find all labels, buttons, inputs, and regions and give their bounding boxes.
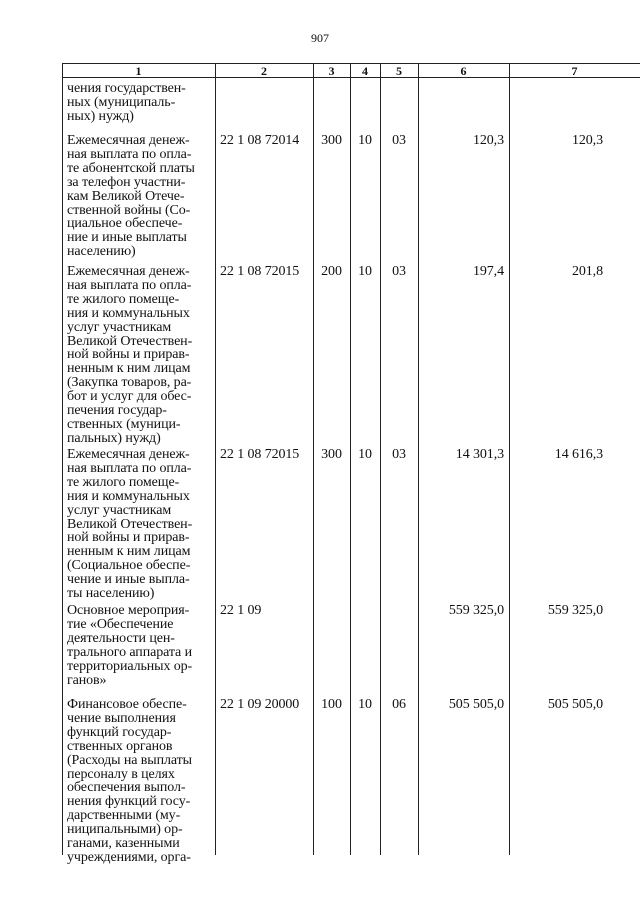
row-subsection: 03	[392, 447, 406, 462]
row-amount-col7: 201,8	[571, 264, 603, 279]
row-amount-col6: 14 301,3	[455, 447, 504, 462]
row-section: 10	[358, 264, 372, 279]
row-code: 22 1 09	[220, 603, 262, 618]
table-top-border	[62, 63, 640, 64]
column-header: 5	[396, 64, 402, 78]
column-header: 3	[328, 64, 335, 78]
row-description: Основное мероприя- тие «Обеспечение деятельности цен- трального аппарата и территориальных ор- ганов»	[67, 603, 193, 688]
column-divider	[215, 63, 216, 855]
row-amount-col6: 559 325,0	[448, 603, 504, 618]
row-amount-col7: 559 325,0	[547, 603, 603, 618]
row-amount-col7: 120,3	[571, 133, 603, 148]
row-code: 22 1 08 72015	[220, 447, 300, 462]
column-header: 4	[362, 64, 368, 78]
column-header: 7	[571, 64, 578, 78]
row-expense-type: 300	[321, 133, 342, 148]
row-expense-type: 100	[321, 697, 342, 712]
table-border-left	[62, 63, 63, 855]
header-bottom-border	[62, 77, 640, 78]
column-header: 2	[261, 64, 267, 78]
row-section: 10	[358, 697, 372, 712]
row-code: 22 1 08 72014	[220, 133, 300, 148]
row-description: чения государствен- ных (муниципаль- ных) нужд)	[67, 81, 186, 124]
row-expense-type: 300	[321, 447, 342, 462]
column-header: 1	[135, 64, 142, 78]
row-description: Ежемесячная денеж- ная выплата по опла- те жилого помеще- ния и коммунальных услуг участникам Великой Отечествен- ной войны и прирав- ненным к ним лицам (Социальное обеспе- чение и иные выпла- ты населению)	[67, 447, 193, 602]
row-expense-type: 200	[321, 264, 342, 279]
row-amount-col7: 505 505,0	[547, 697, 603, 712]
row-section: 10	[358, 133, 372, 148]
page-number: 907	[311, 31, 329, 45]
row-amount-col7: 14 616,3	[554, 447, 603, 462]
row-subsection: 03	[392, 264, 406, 279]
row-amount-col6: 120,3	[472, 133, 504, 148]
row-amount-col6: 197,4	[472, 264, 504, 279]
row-description: Ежемесячная денеж- ная выплата по опла- те жилого помеще- ния и коммунальных услуг участникам Великой Отечествен- ной войны и прирав- ненным к ним лицам (Закупка товаров, ра- бот и услуг для обес- печения государ- ственных (муници- пальных) нужд)	[67, 264, 193, 446]
row-subsection: 03	[392, 133, 406, 148]
row-amount-col6: 505 505,0	[448, 697, 504, 712]
row-code: 22 1 08 72015	[220, 264, 300, 279]
row-subsection: 06	[392, 697, 406, 712]
row-description: Финансовое обеспе- чение выполнения функций государ- ственных органов (Расходы на выплаты персоналу в целях обеспечения выпол- нения функций госу- дарственными (му- ниципальными) ор- ганами, казенными учреждениями, орга-	[67, 697, 192, 865]
row-description: Ежемесячная денеж- ная выплата по опла- те абонентской платы за телефон участни- кам Великой Отече- ственной войны (Со- циальное обеспече- ние и иные выплаты населению)	[67, 133, 195, 260]
row-code: 22 1 09 20000	[220, 697, 300, 712]
row-section: 10	[358, 447, 372, 462]
column-header: 6	[460, 64, 467, 78]
